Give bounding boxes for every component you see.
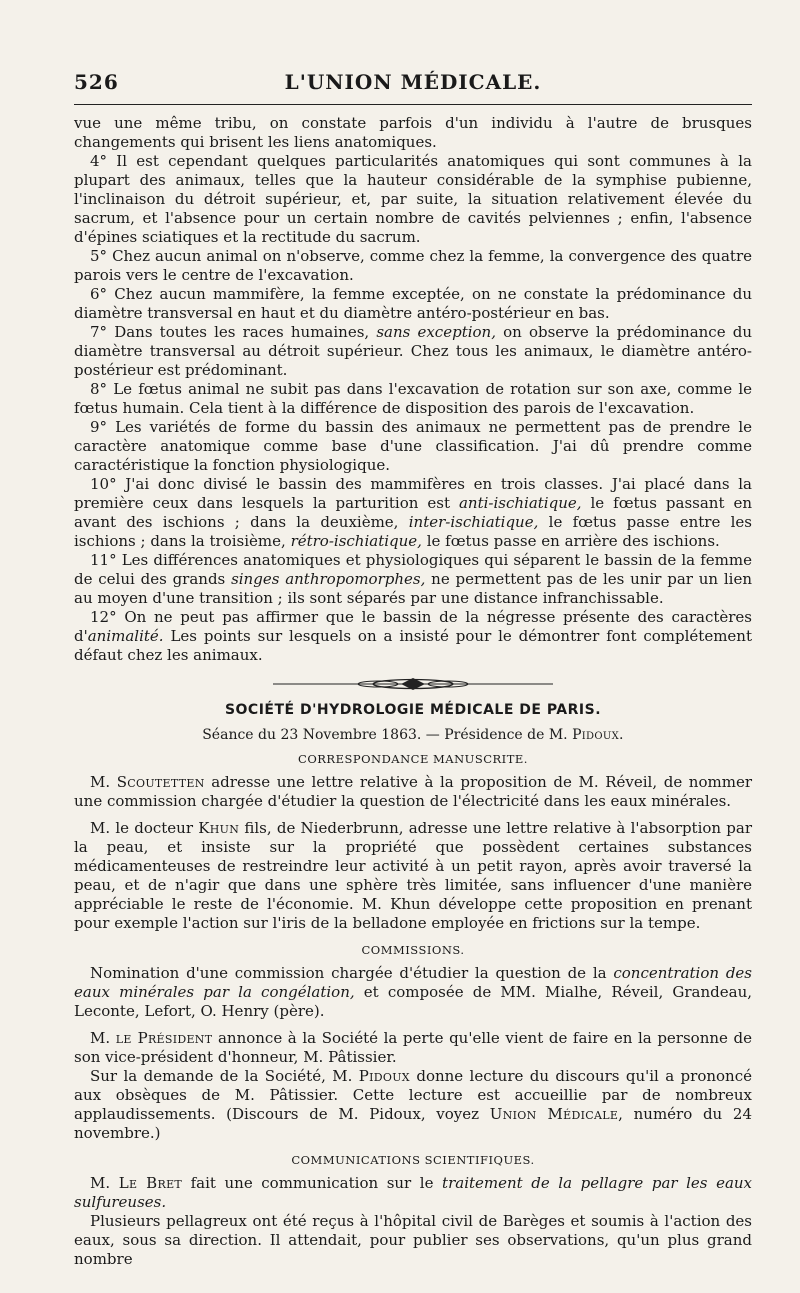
subheading: COMMISSIONS. — [361, 943, 465, 957]
paragraph: 4° Il est cependant quelques particularités anatomiques qui sont communes à la plupart des animaux, telles que la hauteur considérable de la symphise pubienne, l'inclinaison du détroit supérieur, et, par suite, la situation relativement élevée du sacrum, et l'absence pour un certain nombre de cavités pelviennes ; enfin, l'absence d'épines sciatiques et la rectitude du sacrum. — [74, 152, 752, 246]
paragraph: Sur la demande de la Société, M. Pidoux donne lecture du discours qu'il a prononcé aux obsèques de M. Pâtissier. Cette lecture est accueillie par de nombreux applaudissements. (Discours de M. Pidoux, voyez Union Médicale, numéro du 24 novembre.) — [74, 1067, 752, 1142]
session-line: Séance du 23 Novembre 1863. — Présidence de M. Pidoux. — [202, 727, 624, 743]
paragraph: 8° Le fœtus animal ne subit pas dans l'excavation de rotation sur son axe, comme le fœtus humain. Cela tient à la différence de disposition des parois de l'excavation. — [74, 380, 752, 417]
paragraph: 11° Les différences anatomiques et physiologiques qui séparent le bassin de la femme de celui des grands singes anthropomorphes, ne permettent pas de les unir par un lien au moyen d'une transition ; ils sont séparés par une distance infranchissable. — [74, 551, 753, 607]
paragraph: Plusieurs pellagreux ont été reçus à l'hôpital civil de Barèges et soumis à l'action des eaux, sous sa direction. Il attendait, pour publier ses observations, qu'un plus grand nombre — [74, 1212, 752, 1268]
page-header — [74, 70, 752, 96]
subheading: CORRESPONDANCE MANUSCRITE. — [298, 752, 528, 766]
journal-title: L'UNION MÉDICALE. — [284, 70, 542, 94]
paragraph: M. le docteur Khun fils, de Niederbrunn, adresse une lettre relative à l'absorption par la peau, et insiste sur la propriété que possèdent certaines substances médicamenteuses de restreindre leur activité à un petit rayon, après avoir traversé la peau, et de n'agir que dans une sphère très limitée, sans influencer d'une manière appréciable le reste de l'économie. M. Khun développe cette proposition en prenant pour exemple l'action sur l'iris de la belladone employée en frictions sur la tempe. — [74, 819, 752, 932]
paragraph: 12° On ne peut pas affirmer que le bassin de la négresse présente des caractères d'animalité. Les points sur lesquels on a insisté pour le démontrer font complétement défaut chez les animaux. — [74, 608, 752, 664]
paragraph: 7° Dans toutes les races humaines, sans exception, on observe la prédominance du diamètre transversal au détroit supérieur. Chez tous les animaux, le diamètre antéro-postérieur est prédominant. — [74, 323, 752, 379]
paragraph: 9° Les variétés de forme du bassin des animaux ne permettent pas de prendre le caractère anatomique comme base d'une classification. J'ai dû prendre comme caractéristique la fonction physiologique. — [74, 418, 752, 474]
paragraph: M. Scoutetten adresse une lettre relative à la proposition de M. Réveil, de nommer une commission chargée d'étudier la question de l'électricité dans les eaux minérales. — [74, 773, 752, 810]
paragraph: M. Le Bret fait une communication sur le traitement de la pellagre par les eaux sulfureuses. — [74, 1174, 753, 1211]
ornament-icon — [273, 677, 553, 691]
subheading: COMMUNICATIONS SCIENTIFIQUES. — [291, 1153, 535, 1167]
paragraph: M. le Président annonce à la Société la perte qu'elle vient de faire en la personne de son vice-président d'honneur, M. Pâtissier. — [74, 1029, 752, 1066]
paragraph: Nomination d'une commission chargée d'étudier la question de la concentration des eaux minérales par la congélation, et composée de MM. Mialhe, Réveil, Grandeau, Leconte, Lefort, O. Henry (père). — [74, 964, 753, 1020]
paragraph: 6° Chez aucun mammifère, la femme exceptée, on ne constate la prédominance du diamètre transversal en haut et du diamètre antéro-postérieur en bas. — [74, 285, 752, 322]
paragraph: vue une même tribu, on constate parfois d'un individu à l'autre de brusques changements qui brisent les liens anatomiques. — [74, 114, 752, 151]
paragraph: 5° Chez aucun animal on n'observe, comme chez la femme, la convergence des quatre parois vers le centre de l'excavation. — [74, 247, 752, 284]
header-rule — [74, 104, 752, 105]
ornamental-divider — [74, 677, 752, 691]
page-number: 526 — [74, 70, 119, 94]
paragraph: 10° J'ai donc divisé le bassin des mammifères en trois classes. J'ai placé dans la première ceux dans lesquels la parturition est anti-ischiatique, le fœtus passant en avant des ischions ; dans la deuxième, inter-ischiatique, le fœtus passe entre les ischions ; dans la troisième, rétro-ischiatique, le fœtus passe en arrière des ischions. — [74, 475, 752, 550]
section-title: SOCIÉTÉ D'HYDROLOGIE MÉDICALE DE PARIS. — [224, 702, 602, 718]
article-body — [74, 114, 752, 1269]
